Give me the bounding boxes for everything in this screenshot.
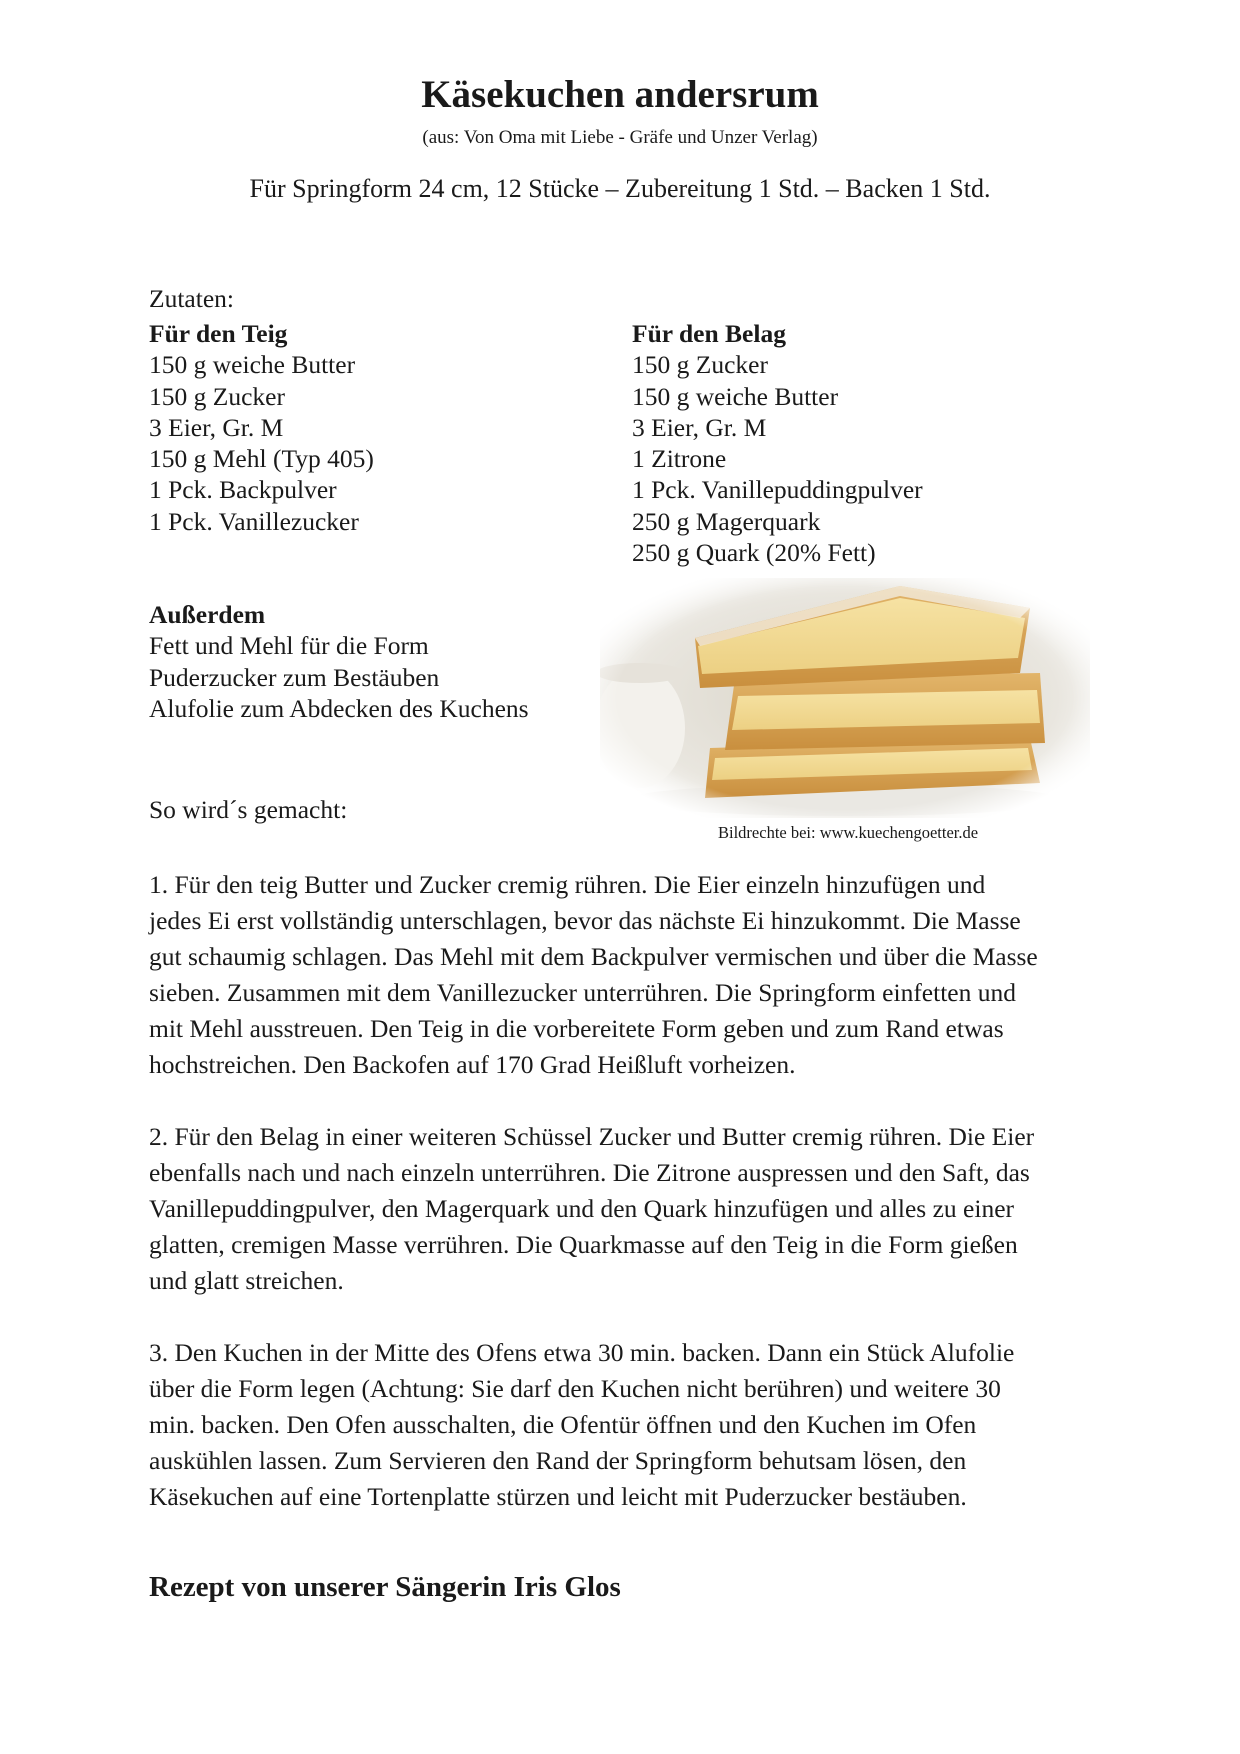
- ingredient-item: 150 g Zucker: [149, 381, 285, 411]
- ingredient-item: 150 g Mehl (Typ 405): [149, 444, 374, 474]
- step-line: ebenfalls nach und nach einzeln unterrühren. Die Zitrone auspressen und den Saft, das: [149, 1158, 1030, 1187]
- ingredient-item: Alufolie zum Abdecken des Kuchens: [149, 693, 529, 723]
- ingredient-item: 250 g Magerquark: [632, 506, 821, 536]
- step-line: über die Form legen (Achtung: Sie darf den Kuchen nicht berühren) und weitere 30: [149, 1374, 1001, 1403]
- step-line: Vanillepuddingpulver, den Magerquark und den Quark hinzufügen und alles zu einer: [149, 1194, 1015, 1223]
- ingredient-item: 3 Eier, Gr. M: [149, 412, 284, 442]
- ingredient-item: 1 Pck. Vanillepuddingpulver: [632, 475, 923, 505]
- ausserdem-heading: Außerdem: [149, 600, 266, 629]
- recipe-title: Käsekuchen andersrum: [421, 73, 819, 116]
- ingredient-item: 1 Zitrone: [632, 444, 727, 474]
- teig-heading: Für den Teig: [149, 319, 288, 348]
- step-line: min. backen. Den Ofen ausschalten, die Ofentür öffnen und den Kuchen im Ofen: [149, 1410, 977, 1439]
- photo-credit: Bildrechte bei: www.kuechengoetter.de: [718, 823, 979, 842]
- step-line: sieben. Zusammen mit dem Vanillezucker unterrühren. Die Springform einfetten und: [149, 978, 1016, 1007]
- recipe-source: (aus: Von Oma mit Liebe - Gräfe und Unzer Verlag): [422, 127, 818, 148]
- step-line: hochstreichen. Den Backofen auf 170 Grad Heißluft vorheizen.: [149, 1050, 796, 1079]
- step-line: mit Mehl ausstreuen. Den Teig in die vorbereitete Form geben und zum Rand etwas: [149, 1014, 1004, 1043]
- ingredient-item: 3 Eier, Gr. M: [632, 412, 767, 442]
- ingredients-label: Zutaten:: [149, 284, 234, 313]
- ingredients-ausserdem: [149, 599, 529, 724]
- ingredient-item: Fett und Mehl für die Form: [149, 631, 429, 661]
- ingredient-item: 1 Pck. Backpulver: [149, 475, 337, 505]
- step-2: [149, 1119, 1109, 1299]
- step-line: 2. Für den Belag in einer weiteren Schüssel Zucker und Butter cremig rühren. Die Eier: [149, 1122, 1035, 1151]
- step-line: und glatt streichen.: [149, 1266, 344, 1295]
- belag-heading: Für den Belag: [632, 319, 786, 348]
- ingredient-item: Puderzucker zum Bestäuben: [149, 662, 440, 692]
- ingredients-teig: [149, 318, 374, 537]
- ingredient-item: 150 g weiche Butter: [632, 381, 839, 411]
- recipe-footer: Rezept von unserer Sängerin Iris Glos: [149, 1571, 621, 1603]
- step-1: [149, 867, 1109, 1083]
- step-line: jedes Ei erst vollständig unterschlagen, bevor das nächste Ei hinzukommt. Die Masse: [149, 906, 1021, 935]
- ingredient-item: 150 g weiche Butter: [149, 350, 356, 380]
- step-line: 1. Für den teig Butter und Zucker cremig rühren. Die Eier einzeln hinzufügen und: [149, 870, 986, 899]
- step-line: auskühlen lassen. Zum Servieren den Rand der Springform behutsam lösen, den: [149, 1446, 967, 1475]
- ingredients-belag: [632, 318, 923, 568]
- step-line: Käsekuchen auf eine Tortenplatte stürzen und leicht mit Puderzucker bestäuben.: [149, 1482, 967, 1511]
- step-3: [149, 1335, 1109, 1515]
- ingredient-item: 250 g Quark (20% Fett): [632, 538, 876, 568]
- step-line: glatten, cremigen Masse verrühren. Die Quarkmasse auf den Teig in die Form gießen: [149, 1230, 1018, 1259]
- cheesecake-photo: [600, 578, 1090, 818]
- step-line: 3. Den Kuchen in der Mitte des Ofens etwa 30 min. backen. Dann ein Stück Alufolie: [149, 1338, 1015, 1367]
- ingredient-item: 1 Pck. Vanillezucker: [149, 506, 359, 536]
- recipe-meta: Für Springform 24 cm, 12 Stücke – Zubereitung 1 Std. – Backen 1 Std.: [249, 174, 991, 203]
- step-line: gut schaumig schlagen. Das Mehl mit dem Backpulver vermischen und über die Masse: [149, 942, 1038, 971]
- method-label: So wird´s gemacht:: [149, 795, 348, 824]
- ingredient-item: 150 g Zucker: [632, 350, 768, 380]
